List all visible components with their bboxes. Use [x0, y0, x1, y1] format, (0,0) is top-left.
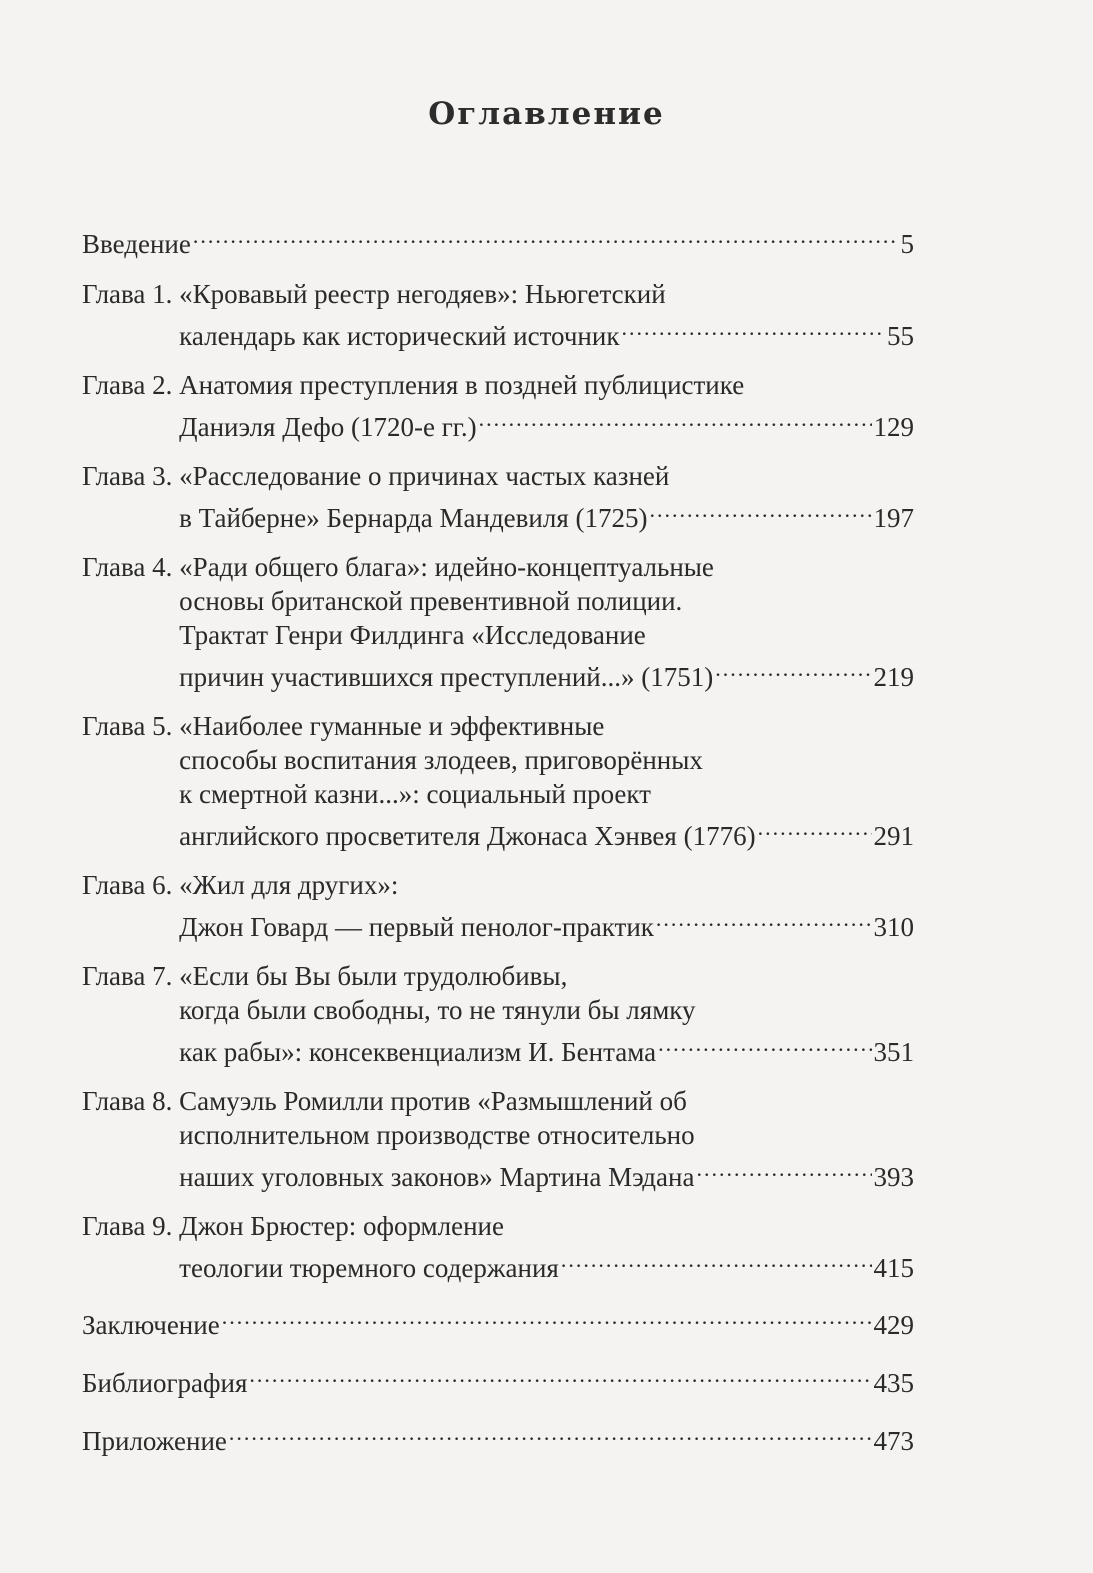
toc-entry	[82, 368, 914, 444]
chapter-number: Глава 1.	[82, 279, 180, 309]
toc-entry-last-line	[179, 811, 914, 853]
toc-entry-title-line: причин участившихся преступлений...» (1751)	[179, 662, 714, 692]
toc-entry-title-line: «Расследование о причинах частых казней	[179, 461, 670, 491]
page-number: 310	[873, 912, 914, 942]
toc-entry	[82, 459, 914, 535]
chapter-number: Глава 5.	[82, 711, 180, 741]
toc-entry-body	[82, 219, 914, 261]
toc-entry-title-line: «Кровавый реестр негодяев»: Ньюгетский	[179, 279, 666, 309]
toc-entry-body	[179, 459, 914, 535]
toc-entry-title-line: «Наиболее гуманные и эффективные	[179, 711, 605, 741]
toc-entry-title-line: теологии тюремного содержания	[179, 1253, 559, 1283]
toc-entry-body	[179, 277, 914, 353]
dot-leader	[561, 1243, 872, 1277]
toc-entry	[82, 1358, 914, 1400]
toc-entry-last-line	[179, 902, 914, 944]
toc-entry-title-line: Трактат Генри Филдинга «Исследование	[179, 620, 646, 650]
toc-entry	[82, 1300, 914, 1342]
toc-entry-title-line: Библиография	[82, 1368, 248, 1398]
dot-leader	[715, 652, 871, 686]
toc-entry-last-line	[179, 652, 914, 694]
toc-entry-title-line: Самуэль Ромилли против «Размышлений об	[179, 1086, 687, 1116]
toc-entry	[82, 550, 914, 694]
toc-entry-title-line: в Тайберне» Бернарда Мандевиля (1725)	[179, 503, 648, 533]
chapter-number: Глава 3.	[82, 461, 180, 491]
toc-entry-title-line: «Если бы Вы были трудолюбивы,	[179, 961, 568, 991]
chapter-number: Глава 8.	[82, 1086, 180, 1116]
toc-entry-title-line: Джон Брюстер: оформление	[179, 1211, 504, 1241]
toc-entry-title-line: Джон Говард — первый пенолог-практик	[179, 912, 654, 942]
toc-entry-title-line: способы воспитания злодеев, приговорённых	[179, 745, 703, 775]
toc-entry-title-line: Введение	[82, 229, 191, 259]
toc-entry-title-line: календарь как исторический источник	[179, 321, 620, 351]
dot-leader	[229, 1416, 872, 1450]
toc-entry-title-line: наших уголовных законов» Мартина Мэдана	[179, 1162, 695, 1192]
chapter-number: Глава 4.	[82, 552, 180, 582]
toc-entry-title-line: «Жил для других»:	[179, 870, 399, 900]
toc-entry-title-line: Анатомия преступления в поздней публицистике	[179, 370, 745, 400]
dot-leader	[656, 902, 872, 936]
toc-entry-body	[179, 368, 914, 444]
toc-entry-last-line	[179, 493, 914, 535]
toc-entry-body	[179, 959, 914, 1069]
dot-leader	[249, 1358, 871, 1392]
table-of-contents	[82, 219, 914, 1474]
toc-entry	[82, 868, 914, 944]
toc-entry-last-line	[179, 1027, 914, 1069]
toc-entry	[82, 1416, 914, 1458]
toc-entry	[82, 1209, 914, 1285]
toc-entry-title-line: когда были свободны, то не тянули бы лямку	[179, 995, 696, 1025]
toc-entry-body	[82, 1358, 914, 1400]
page-number: 197	[873, 503, 914, 533]
page-number: 291	[873, 821, 914, 851]
page-number: 435	[873, 1368, 914, 1398]
toc-entry-body	[179, 868, 914, 944]
toc-entry-last-line	[179, 1243, 914, 1285]
dot-leader	[658, 1027, 871, 1061]
dot-leader	[193, 219, 899, 253]
toc-entry-title-line: исполнительном производстве относительно	[179, 1120, 695, 1150]
page-number: 415	[873, 1253, 914, 1283]
page-number: 393	[873, 1162, 914, 1192]
toc-entry-title-line: Приложение	[82, 1426, 227, 1456]
toc-entry-body	[179, 1084, 914, 1194]
toc-entry-last-line	[82, 1358, 914, 1400]
page-title: Оглавление	[428, 96, 665, 132]
toc-entry-last-line	[179, 311, 914, 353]
page-number: 429	[873, 1310, 914, 1340]
toc-entry-body	[179, 1209, 914, 1285]
chapter-number: Глава 7.	[82, 961, 180, 991]
dot-leader	[696, 1152, 871, 1186]
toc-entry-body	[82, 1300, 914, 1342]
toc-entry-last-line	[82, 1416, 914, 1458]
toc-entry-body	[179, 550, 914, 694]
page-number: 55	[887, 321, 914, 351]
toc-entry	[82, 709, 914, 853]
chapter-number: Глава 9.	[82, 1211, 180, 1241]
toc-entry-last-line	[82, 219, 914, 261]
toc-entry-body	[82, 1416, 914, 1458]
toc-entry-title-line: Даниэля Дефо (1720-е гг.)	[179, 412, 477, 442]
toc-entry-title-line: Заключение	[82, 1310, 220, 1340]
page-number: 219	[873, 662, 914, 692]
toc-entry-title-line: английского просветителя Джонаса Хэнвея (1776)	[179, 821, 756, 851]
page-number: 473	[873, 1426, 914, 1456]
dot-leader	[222, 1300, 872, 1334]
dot-leader	[621, 311, 885, 345]
dot-leader	[650, 493, 872, 527]
toc-entry-title-line: к смертной казни...»: социальный проект	[179, 779, 651, 809]
toc-entry	[82, 959, 914, 1069]
toc-entry-title-line: основы британской превентивной полиции.	[179, 586, 683, 616]
toc-entry-body	[179, 709, 914, 853]
toc-entry	[82, 277, 914, 353]
chapter-number: Глава 2.	[82, 370, 180, 400]
toc-entry-last-line	[179, 402, 914, 444]
page-number: 5	[900, 229, 914, 259]
page-number: 129	[873, 412, 914, 442]
page-number: 351	[873, 1037, 914, 1067]
toc-entry	[82, 219, 914, 261]
toc-entry-title-line: «Ради общего блага»: идейно-концептуальные	[179, 552, 714, 582]
dot-leader	[758, 811, 872, 845]
toc-entry-last-line	[82, 1300, 914, 1342]
toc-entry-title-line: как рабы»: консеквенциализм И. Бентама	[179, 1037, 657, 1067]
toc-entry	[82, 1084, 914, 1194]
dot-leader	[479, 402, 872, 436]
toc-entry-last-line	[179, 1152, 914, 1194]
chapter-number: Глава 6.	[82, 870, 180, 900]
